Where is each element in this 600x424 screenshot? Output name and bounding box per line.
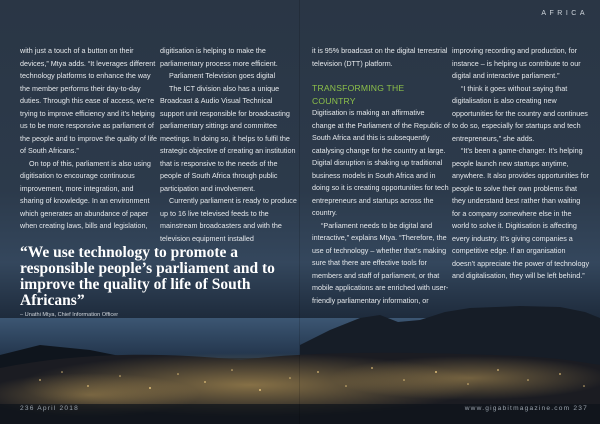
folio-left: 236 April 2018 (20, 405, 79, 412)
text-column-4 (452, 45, 590, 283)
paragraph: The ICT division also has a unique Broadcast & Audio Visual Technical support unit responsible for broadcasting parliamentary sittings and committee meetings. In doing so, it helps to fulfil the strategic objective of creating an institution that is responsive to the needs of the people of South Africa through public participation and involvement. (160, 83, 296, 193)
section-heading: TRANSFORMING THE COUNTRY (312, 83, 405, 106)
paragraph: “I think it goes without saying that digitalisation is also creating new opportunities for the country and continues to do so, especially for startups and tech entrepreneurs,” she adds. (452, 83, 588, 143)
text-column-2 (160, 45, 298, 245)
subhead-paragraph: Parliament Television goes digital (169, 71, 276, 80)
text-column-1 (20, 45, 158, 233)
paragraph: improving recording and production, for instance – is helping us contribute to our digital and interactive parliament.” (452, 46, 581, 80)
folio-right: www.gigabitmagazine.com 237 (464, 405, 588, 412)
paragraph: Currently parliament is ready to produce up to 16 live televised feeds to the mainstream broadcasters and with the television equipment installed (160, 196, 297, 243)
section-label: AFRICA (541, 10, 588, 17)
text-column-3 (312, 45, 450, 307)
paragraph: “Parliament needs to be digital and interactive,” explains Mtya. “Therefore, the use of technology – whether that’s making sure that there are effective tools for members and staff of parliament, or that mobile applications are enriched with user-friendly parliamentary information, or (312, 220, 449, 305)
paragraph: Digitisation is making an affirmative change at the Parliament of the Republic of South Africa and this is subsequently catalysing change for the country at large. Digital disruption is shaking up traditional business models in South Africa and in doing so it is creating opportunities for tech entrepreneurs and startups across the country. (312, 108, 450, 217)
pull-quote: “We use technology to promote a responsible people’s parliament and to improve the quality of life of South Africans” (20, 244, 275, 309)
paragraph: with just a touch of a button on their devices,” Mtya adds. “It leverages different technology platforms to enhance the way the member performs their day-to-day duties. Through this ease of access, we’re trying to improve efficiency and it’s helping us to be more responsive as parliament of the people and to improve the quality of life of South Africans.” (20, 46, 158, 155)
pull-quote-attribution: – Unathi Mtya, Chief Information Officer (20, 312, 119, 318)
paragraph: “It’s been a game-changer. It’s helping people launch new startups anytime, anywhere. It also provides opportunities for people to solve their own problems that they understand best rather than waiting for a company somewhere else in the world to solve it. Digitisation is affecting every industry. It’s giving companies a competitive edge. If an organisation doesn’t appreciate the power of technology and digitalisation, they will be left behind.” (452, 146, 590, 280)
page-spine (299, 0, 300, 424)
paragraph: it is 95% broadcast on the digital terrestrial television (DTT) platform. (312, 46, 448, 68)
paragraph: On top of this, parliament is also using digitisation to encourage continuous improvement, more integration, and sharing of knowledge. In an environment which generates an abundance of paper when creating laws, bills and legislation, (20, 158, 151, 230)
paragraph: digitisation is helping to make the parliamentary process more efficient. (160, 46, 278, 68)
